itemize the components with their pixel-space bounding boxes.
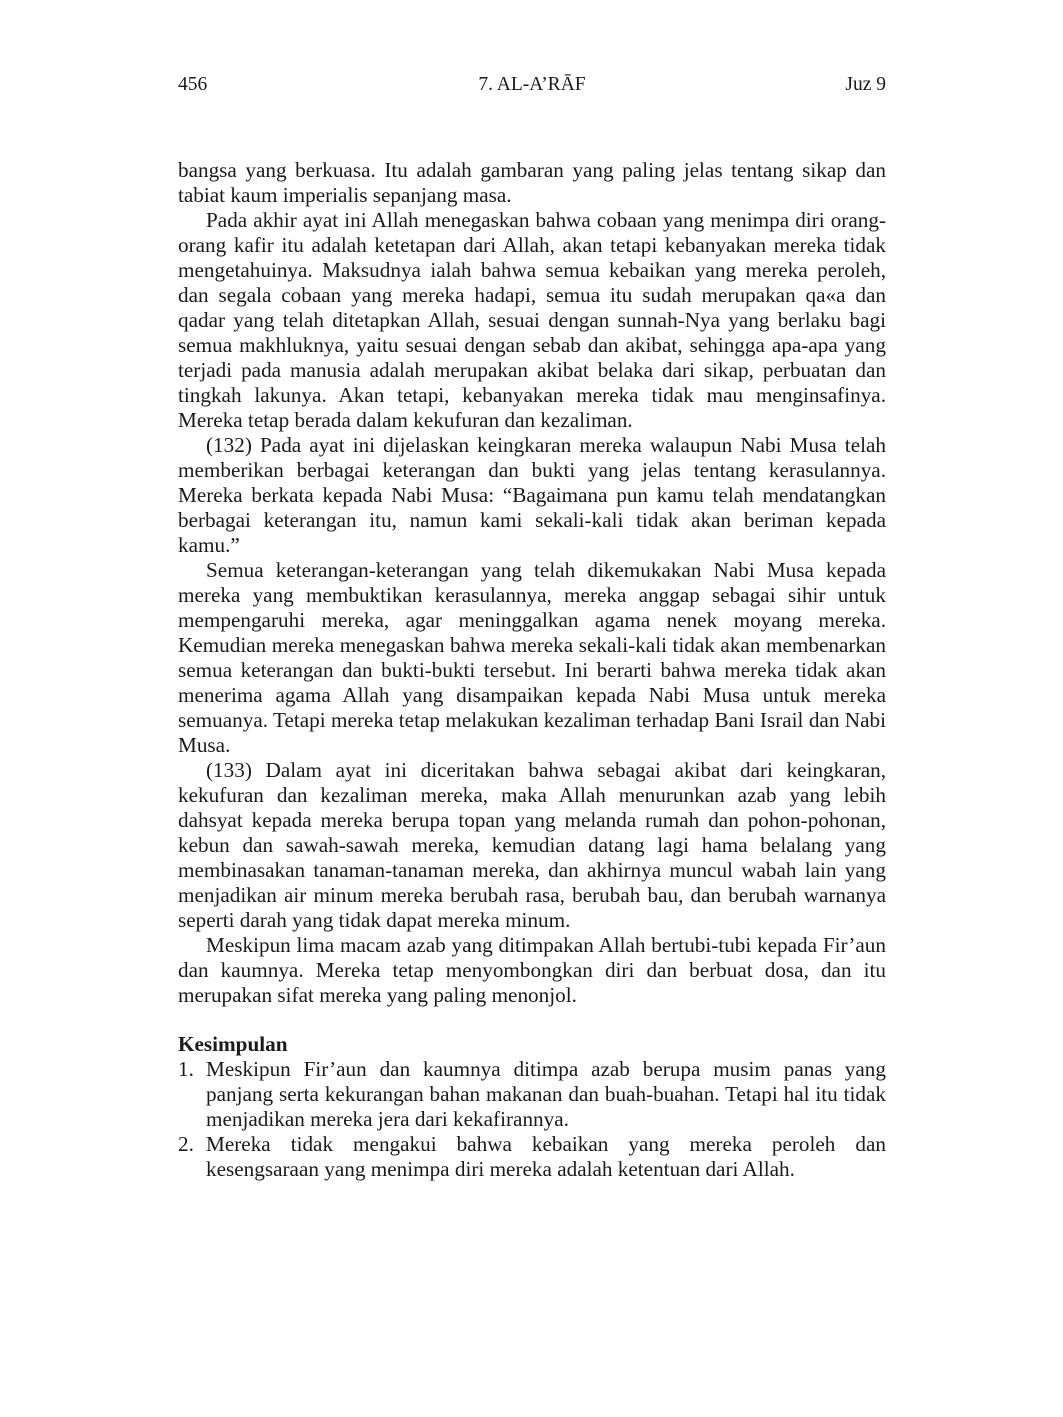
paragraph-verse-133: (133) Dalam ayat ini diceritakan bahwa sebagai akibat dari keingkaran, kekufuran dan kezaliman mereka, maka Allah menurunkan azab yang lebih dahsyat kepada mereka berupa topan yang melanda rumah dan pohon-pohonan, kebun dan sawah-sawah mereka, kemudian datang lagi hama belalang yang membinasakan tanaman-tanaman mereka, dan akhirnya muncul wabah lain yang menjadikan air minum mereka berubah rasa, berubah bau, dan berubah warnanya seperti darah yang tidak dapat mereka minum.	[178, 758, 886, 932]
list-item-number: 2.	[178, 1132, 194, 1156]
book-page	[178, 74, 886, 1182]
page-number: 456	[178, 74, 208, 95]
main-text	[178, 158, 886, 1182]
paragraph: Semua keterangan-keterangan yang telah dikemukakan Nabi Musa kepada mereka yang membuktikan kerasulannya, mereka anggap sebagai sihir untuk mempengaruhi mereka, agar meninggalkan agama nenek moyang mereka. Kemudian mereka menegaskan bahwa mereka sekali-kali tidak akan membenarkan semua keterangan dan bukti-bukti tersebut. Ini berarti bahwa mereka tidak akan menerima agama Allah yang disampaikan kepada Nabi Musa untuk mereka semuanya. Tetapi mereka tetap melakukan kezaliman terhadap Bani Israil dan Nabi Musa.	[178, 558, 886, 757]
paragraph: Meskipun lima macam azab yang ditimpakan Allah bertubi-tubi kepada Fir’aun dan kaumnya. Mereka tetap menyombongkan diri dan berbuat dosa, dan itu merupakan sifat mereka yang paling menonjol.	[178, 933, 886, 1007]
paragraph: Pada akhir ayat ini Allah menegaskan bahwa cobaan yang menimpa diri orang-orang kafir itu adalah ketetapan dari Allah, akan tetapi kebanyakan mereka tidak mengetahuinya. Maksudnya ialah bahwa semua kebaikan yang mereka peroleh, dan segala cobaan yang mereka hadapi, semua itu sudah merupakan qa«a dan qadar yang telah ditetapkan Allah, sesuai dengan sunnah-Nya yang berlaku bagi semua makhluknya, yaitu sesuai dengan sebab dan akibat, sehingga apa-apa yang terjadi pada manusia adalah merupakan akibat belaka dari sikap, perbuatan dan tingkah lakunya. Akan tetapi, kebanyakan mereka tidak mau menginsafinya. Mereka tetap berada dalam kekufuran dan kezaliman.	[178, 208, 886, 432]
running-header	[178, 74, 886, 102]
paragraph-continued: bangsa yang berkuasa. Itu adalah gambaran yang paling jelas tentang sikap dan tabiat kaum imperialis sepanjang masa.	[178, 158, 886, 207]
list-item	[178, 1132, 886, 1182]
section-heading-conclusion: Kesimpulan	[178, 1032, 288, 1056]
list-item-text: Mereka tidak mengakui bahwa kebaikan yang mereka peroleh dan kesengsaraan yang menimpa diri mereka adalah ketentuan dari Allah.	[206, 1132, 886, 1181]
chapter-title: 7. AL-A’RĀF	[478, 74, 586, 95]
list-item	[178, 1057, 886, 1132]
list-item-text: Meskipun Fir’aun dan kaumnya ditimpa azab berupa musim panas yang panjang serta kekurangan bahan makanan dan buah-buahan. Tetapi hal itu tidak menjadikan mereka jera dari kekafirannya.	[206, 1057, 886, 1131]
paragraph-verse-132: (132) Pada ayat ini dijelaskan keingkaran mereka walaupun Nabi Musa telah memberikan berbagai keterangan dan bukti yang jelas tentang kerasulannya. Mereka berkata kepada Nabi Musa: “Bagaimana pun kamu telah mendatangkan berbagai keterangan itu, namun kami sekali-kali tidak akan beriman kepada kamu.”	[178, 433, 886, 557]
juz-label: Juz 9	[845, 74, 886, 95]
conclusion-list	[178, 1057, 886, 1182]
list-item-number: 1.	[178, 1057, 194, 1081]
